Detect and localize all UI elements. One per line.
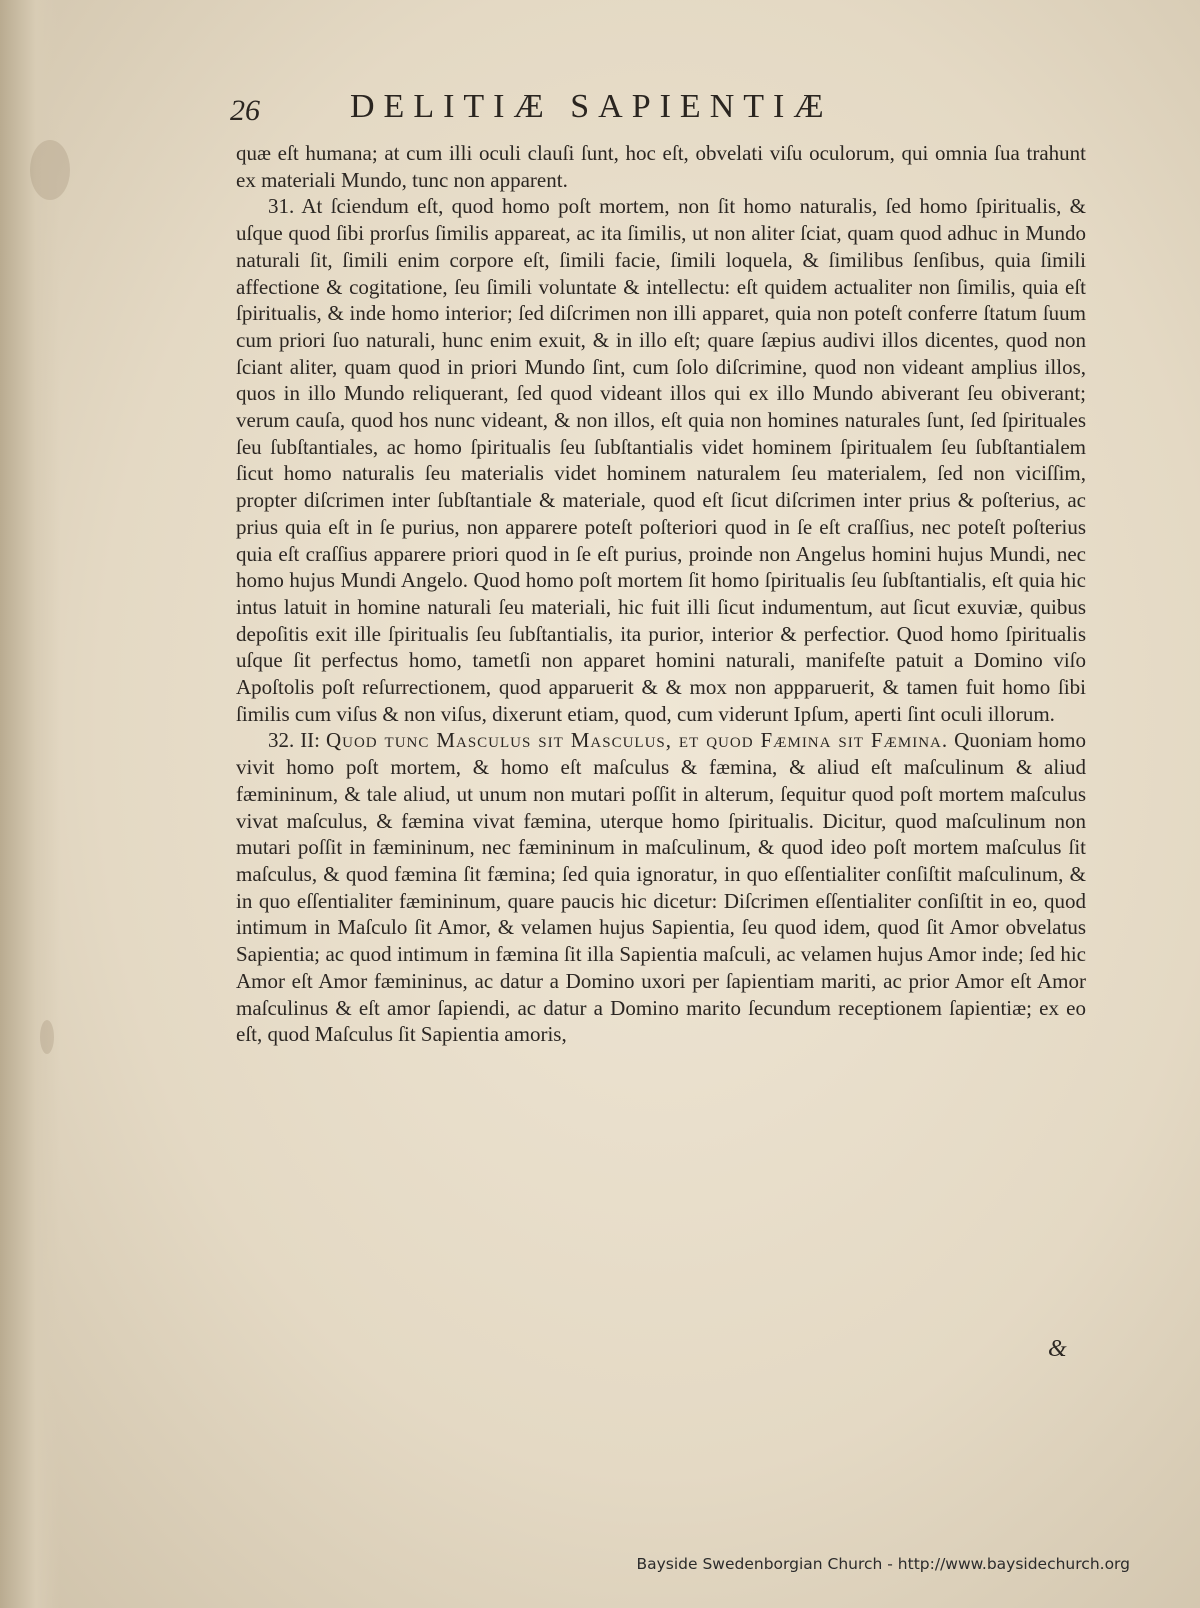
catchword: & <box>1048 1336 1067 1362</box>
section-32-paragraph <box>236 727 1086 1047</box>
section-32-heading: Quod tunc Maſculus ſit Maſculus, et quod Fæmina ſit Fæmina. <box>325 728 949 753</box>
body-text <box>236 140 1086 1048</box>
section-32-text: Quoniam homo vivit homo poſt mortem, & homo eſt maſculus & fæmina, & aliud eſt maſculinum & aliud fæmininum, & tale aliud, ut unum non mutari poſſit in alterum, ſequitur quod poſt mortem maſculus vivat maſculus, & fæmina vivat fæmina, uterque homo ſpiritualis. Dicitur, quod maſculinum non mutari poſſit in fæmininum, nec fæmininum in maſculinum, & quod ideo poſt mortem maſculus ſit maſculus, & quod fæmina ſit fæmina; ſed quia ignoratur, in quo eſſentialiter conſiſtit maſculinum, & in quo eſſentialiter fæmininum, quare paucis hic dicetur: Diſcrimen eſſentialiter conſiſtit in eo, quod intimum in Maſculo ſit Amor, & velamen hujus Sapientia, ſeu quod idem, quod ſit Amor obvelatus Sapientia; ac quod intimum in fæmina ſit illa Sapientia maſculi, ac velamen hujus Amor inde; ſed hic Amor eſt Amor fæmininus, ac datur a Domino uxori per ſapientiam mariti, ac prior Amor eſt Amor maſculinus & eſt amor ſapiendi, ac datur a Domino marito ſecundum receptionem ſapientiæ; ex eo eſt, quod Maſculus ſit Sapientia amoris, <box>236 728 1086 1047</box>
footer-credit: Bayside Swedenborgian Church - http://www.baysidechurch.org <box>636 1555 1130 1573</box>
paper-stain <box>30 140 70 200</box>
intro-paragraph: quæ eſt humana; at cum illi oculi clauſi ſunt, hoc eſt, obvelati viſu oculorum, qui omnia ſua trahunt ex materiali Mundo, tunc non apparent. <box>236 141 1086 192</box>
running-title: DELITIÆ SAPIENTIÆ <box>350 88 833 125</box>
paper-stain <box>40 1020 54 1054</box>
section-31-paragraph: 31. At ſciendum eſt, quod homo poſt mortem, non ſit homo naturalis, ſed homo ſpiritualis, & uſque quod ſibi prorſus ſimilis appareat, ac ita ſimilis, ut non aliter ſciat, quam quod adhuc in Mundo naturali ſit, ſimili enim corpore eſt, ſimili facie, ſimili loquela, & ſimilibus ſenſibus, quia ſimili affectione & cogitatione, ſeu ſimili voluntate & intellectu: eſt quidem actualiter non ſimilis, quia eſt ſpiritualis, & inde homo interior; ſed diſcrimen non illi apparet, quia non poteſt conferre ſtatum ſuum cum priori ſuo naturali, hunc enim exuit, & in illo eſt; quare ſæpius audivi illos dicentes, quod non ſciant aliter, quam quod in priori Mundo ſint, cum ſolo diſcrimine, quod non videant amplius illos, quos in illo Mundo reliquerant, ſed quod videant illos qui ex illo Mundo abiverant ſeu obiverant; verum cauſa, quod hos nunc videant, & non illos, eſt quia non homines naturales ſunt, ſed ſpirituales ſeu ſubſtantiales, ac homo ſpiritualis ſeu ſubſtantialis videt hominem ſpiritualem ſeu ſubſtantialem ſicut homo naturalis ſeu materialis videt hominem naturalem ſeu materialem, ſed non viciſſim, propter diſcrimen inter ſubſtantiale & materiale, quod eſt ſicut diſcrimen inter prius & poſterius, ac prius quia eſt in ſe purius, non apparere poteſt poſteriori quod in ſe eſt craſſius, nec poteſt poſterius quia eſt craſſius apparere priori quod in ſe eſt purius, proinde non Angelus homini hujus Mundi, nec homo hujus Mundi Angelo. Quod homo poſt mortem ſit homo ſpiritualis ſeu ſubſtantialis, eſt quia hic intus latuit in homine naturali ſeu materiali, hic fuit illi ſicut indumentum, aut ſicut exuviæ, quibus depoſitis exit ille ſpiritualis ſeu ſubſtantialis, ita purior, interior & perfectior. Quod homo ſpiritualis uſque ſit perfectus homo, tametſi non apparet homini naturali, manifeſte patuit a Domino viſo Apoſtolis poſt reſurrectionem, quod apparuerit & & mox non appparuerit, & tamen fuit homo ſibi ſimilis cum viſus & non viſus, dixerunt etiam, quod, cum viderunt Ipſum, aperti ſint oculi illorum. <box>236 194 1086 726</box>
page-gutter-shadow <box>0 0 60 1608</box>
section-32-number: 32. II: <box>268 728 321 753</box>
page-header <box>230 88 1030 128</box>
page-number: 26 <box>230 94 260 127</box>
